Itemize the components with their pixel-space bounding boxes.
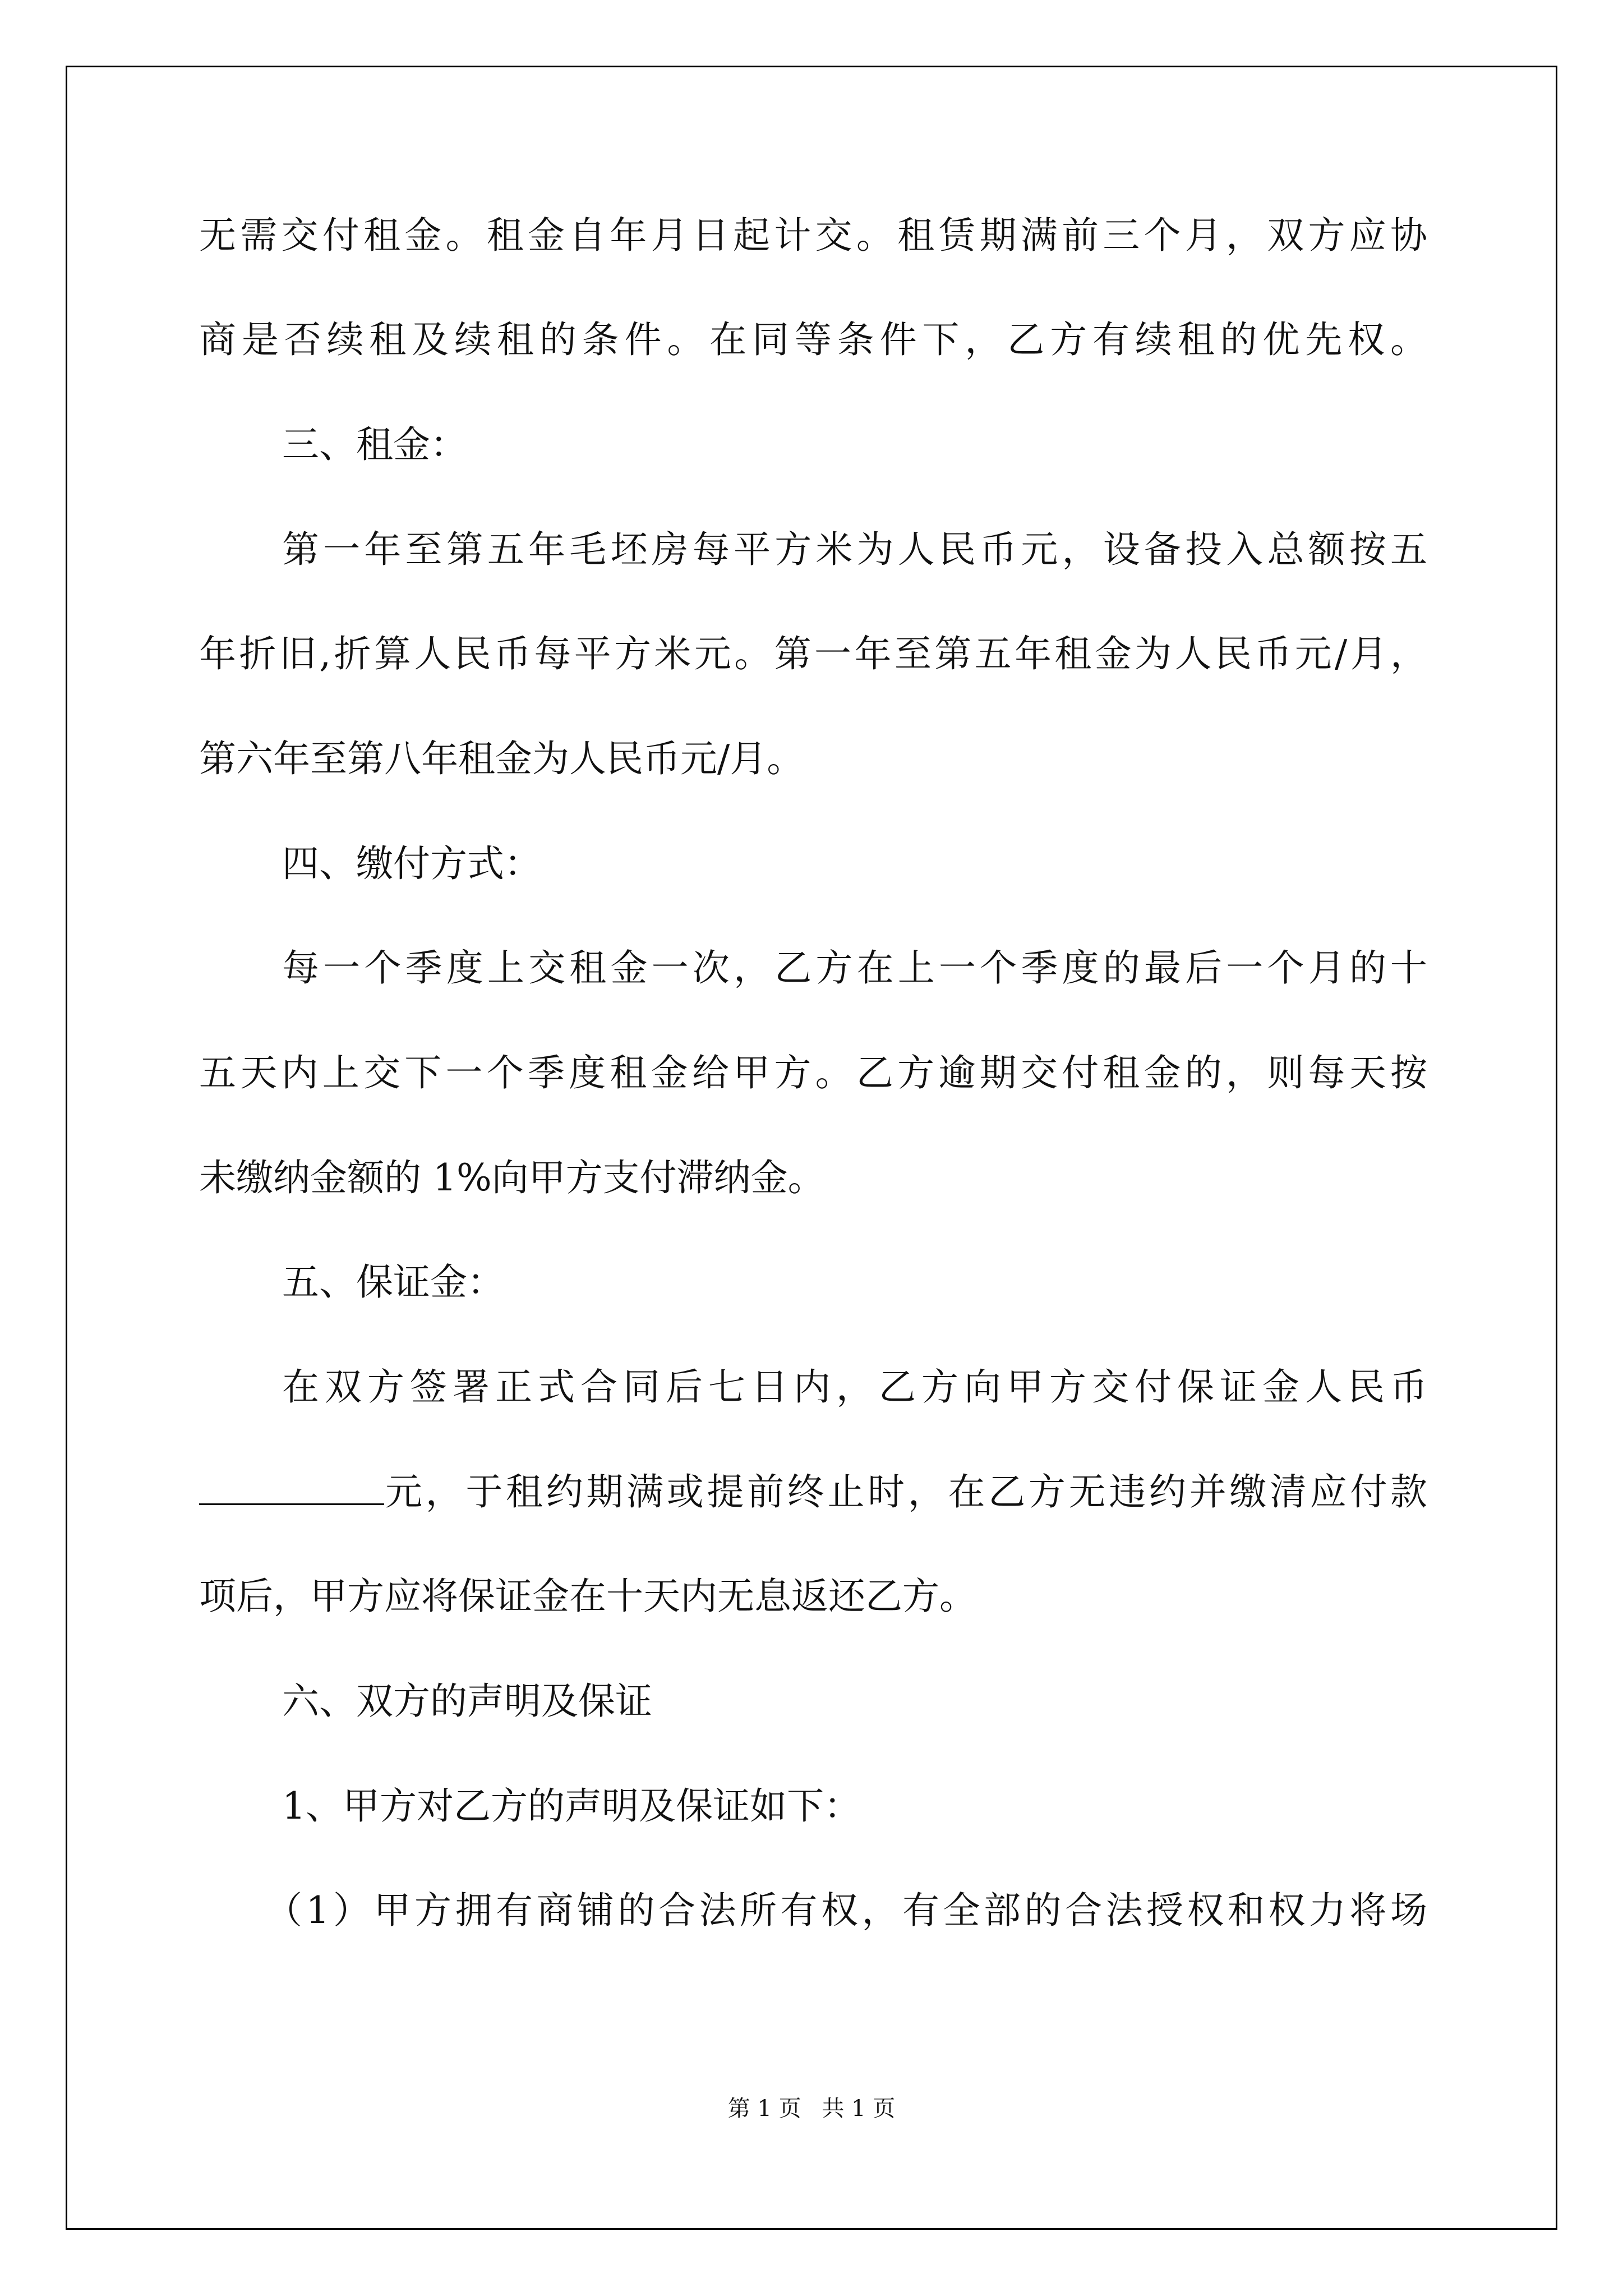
paragraph-line: （1）甲方拥有商铺的合法所有权，有全部的合法授权和权力将场: [265, 1889, 1427, 1932]
paragraph-line: 每一个季度上交租金一次，乙方在上一个季度的最后一个月的十: [282, 946, 1427, 990]
section-heading-declarations: 六、双方的声明及保证: [282, 1680, 652, 1723]
section-heading-payment: 四、缴付方式：: [282, 842, 541, 885]
paragraph-line-text: 元，于租约期满或提前终止时，在乙方无违约并缴清应付款: [385, 1470, 1427, 1513]
paragraph-line: 第六年至第八年租金为人民币元/月。: [199, 737, 804, 780]
paragraph-line: 商是否续租及续租的条件。在同等条件下，乙方有续租的优先权。: [199, 318, 1427, 361]
paragraph-line: 无需交付租金。租金自年月日起计交。租赁期满前三个月，双方应协: [199, 214, 1427, 257]
page-footer: [0, 2095, 1623, 2123]
paragraph-line-with-blank: [199, 1470, 1427, 1515]
page-number: 第 1 页: [727, 2096, 801, 2122]
amount-blank: [199, 1470, 384, 1505]
page-total: 共 1 页: [822, 2096, 896, 2122]
paragraph-line: 在双方签署正式合同后七日内，乙方向甲方交付保证金人民币: [282, 1365, 1427, 1409]
paragraph-line: 未缴纳金额的 1%向甲方支付滞纳金。: [199, 1156, 825, 1199]
paragraph-line: 第一年至第五年毛坯房每平方米为人民币元，设备投入总额按五: [282, 528, 1427, 571]
paragraph-line: 项后，甲方应将保证金在十天内无息返还乙方。: [199, 1575, 976, 1618]
section-heading-rent: 三、租金：: [282, 423, 467, 466]
paragraph-line: 1、甲方对乙方的声明及保证如下：: [282, 1784, 861, 1828]
section-heading-deposit: 五、保证金：: [282, 1260, 504, 1304]
paragraph-line: 年折旧,折算人民币每平方米元。第一年至第五年租金为人民币元/月，: [199, 632, 1427, 675]
paragraph-line: 五天内上交下一个季度租金给甲方。乙方逾期交付租金的，则每天按: [199, 1051, 1427, 1094]
